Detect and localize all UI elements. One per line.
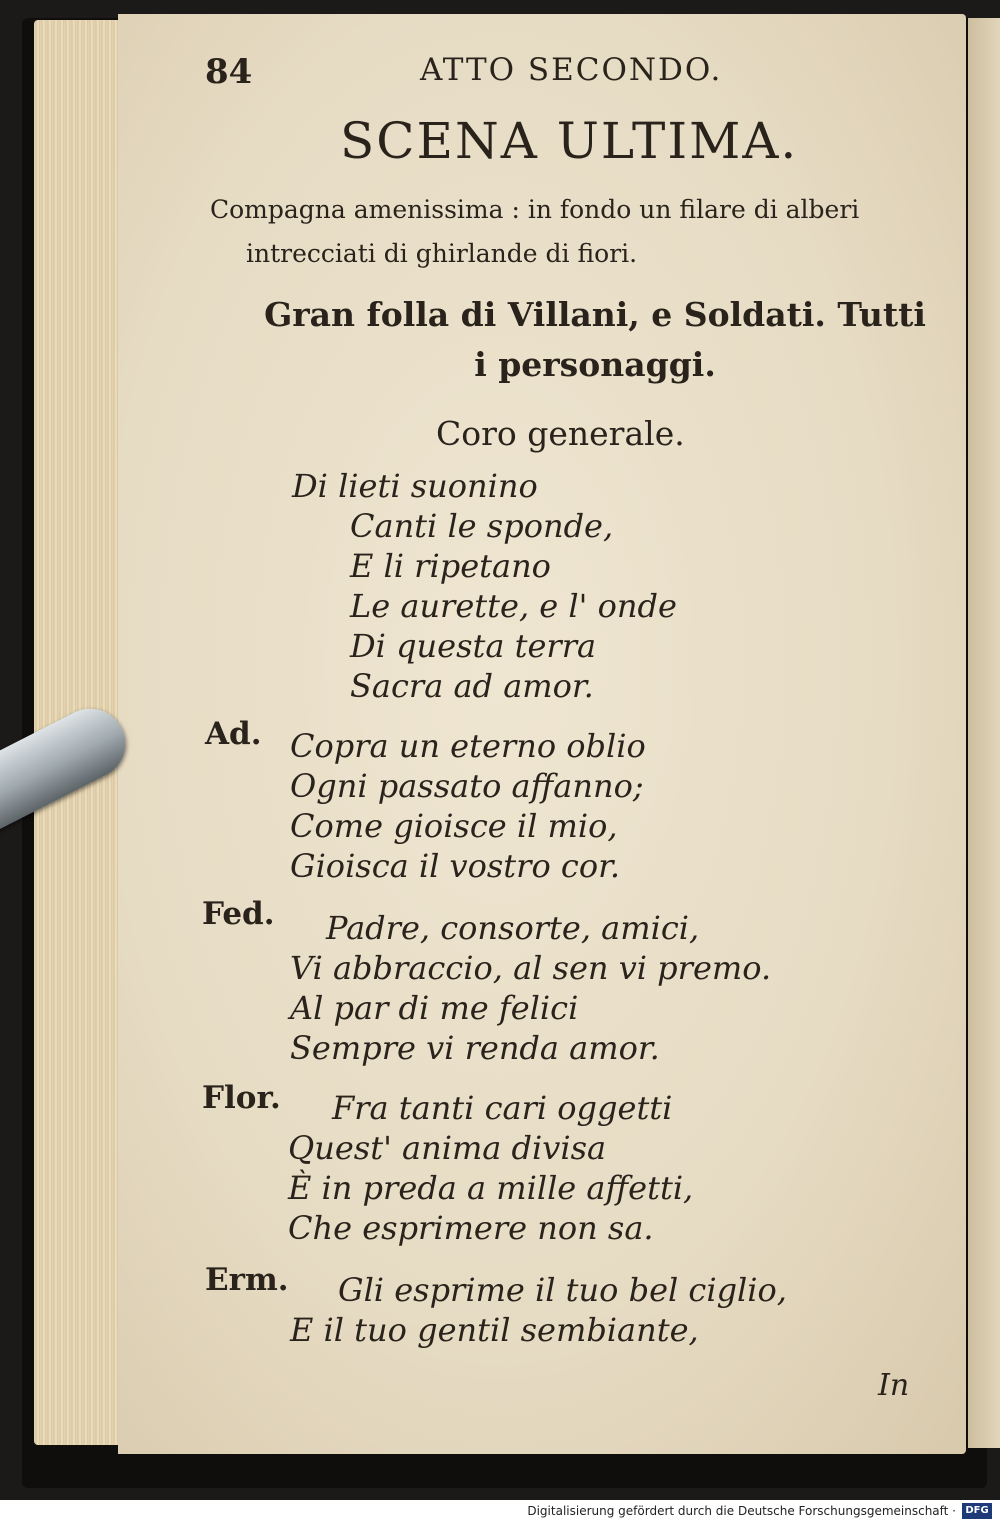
speaker-label: Fed. xyxy=(202,896,275,932)
page-number: 84 xyxy=(205,52,253,92)
verse-line: Come gioisce il mio, xyxy=(290,807,618,845)
verse-line: Gioisca il vostro cor. xyxy=(290,847,621,885)
next-page-edge xyxy=(968,18,1000,1448)
verse-line: Di questa terra xyxy=(350,627,597,665)
verse-line: Quest' anima divisa xyxy=(288,1129,607,1167)
stage-direction-line: intrecciati di ghirlande di fiori. xyxy=(246,239,638,268)
stage-direction-line: Compagna amenissima : in fondo un filare di alberi xyxy=(210,195,860,224)
verse-line: È in preda a mille affetti, xyxy=(288,1169,694,1207)
verse-line: Vi abbraccio, al sen vi premo. xyxy=(290,949,772,987)
cast-line: i personaggi. xyxy=(474,345,716,384)
funding-credit: Digitalisierung gefördert durch die Deutsche Forschungsgemeinschaft · xyxy=(527,1504,956,1518)
verse-line: Gli esprime il tuo bel ciglio, xyxy=(338,1271,787,1309)
speaker-label: Flor. xyxy=(202,1080,281,1116)
speech-verse xyxy=(290,1270,787,1350)
cast-list xyxy=(255,290,935,390)
speaker-label: Ad. xyxy=(205,716,262,752)
dfg-logo-icon: DFG xyxy=(962,1503,992,1519)
verse-line: Padre, consorte, amici, xyxy=(326,909,700,947)
speech-verse xyxy=(290,726,646,886)
verse-line: E li ripetano xyxy=(350,547,551,585)
verse-line: Al par di me felici xyxy=(290,989,579,1027)
speech-verse xyxy=(288,1088,693,1248)
cast-line: Gran folla di Villani, e Soldati. Tutti xyxy=(264,295,926,334)
speaker-label: Erm. xyxy=(205,1262,289,1298)
footer-bar xyxy=(0,1500,1000,1524)
verse-line: Ogni passato affanno; xyxy=(290,767,644,805)
verse-line: Copra un eterno oblio xyxy=(290,727,646,765)
verse-line: Le aurette, e l' onde xyxy=(350,587,677,625)
verse-line: Fra tanti cari oggetti xyxy=(332,1089,673,1127)
chorus-verse xyxy=(292,466,677,706)
chorus-heading: Coro generale. xyxy=(436,414,685,453)
verse-line: Sempre vi renda amor. xyxy=(290,1029,660,1067)
verse-line: E il tuo gentil sembiante, xyxy=(290,1311,699,1349)
speech-verse xyxy=(290,908,771,1068)
verse-line: Canti le sponde, xyxy=(350,507,614,545)
verse-line: Che esprimere non sa. xyxy=(288,1209,654,1247)
stage-direction xyxy=(210,188,950,276)
running-head: ATTO SECONDO. xyxy=(420,52,723,88)
catchword: In xyxy=(878,1368,910,1403)
verse-line: Sacra ad amor. xyxy=(350,667,594,705)
verse-line: Di lieti suonino xyxy=(292,467,538,505)
scene-title: SCENA ULTIMA. xyxy=(340,112,799,170)
